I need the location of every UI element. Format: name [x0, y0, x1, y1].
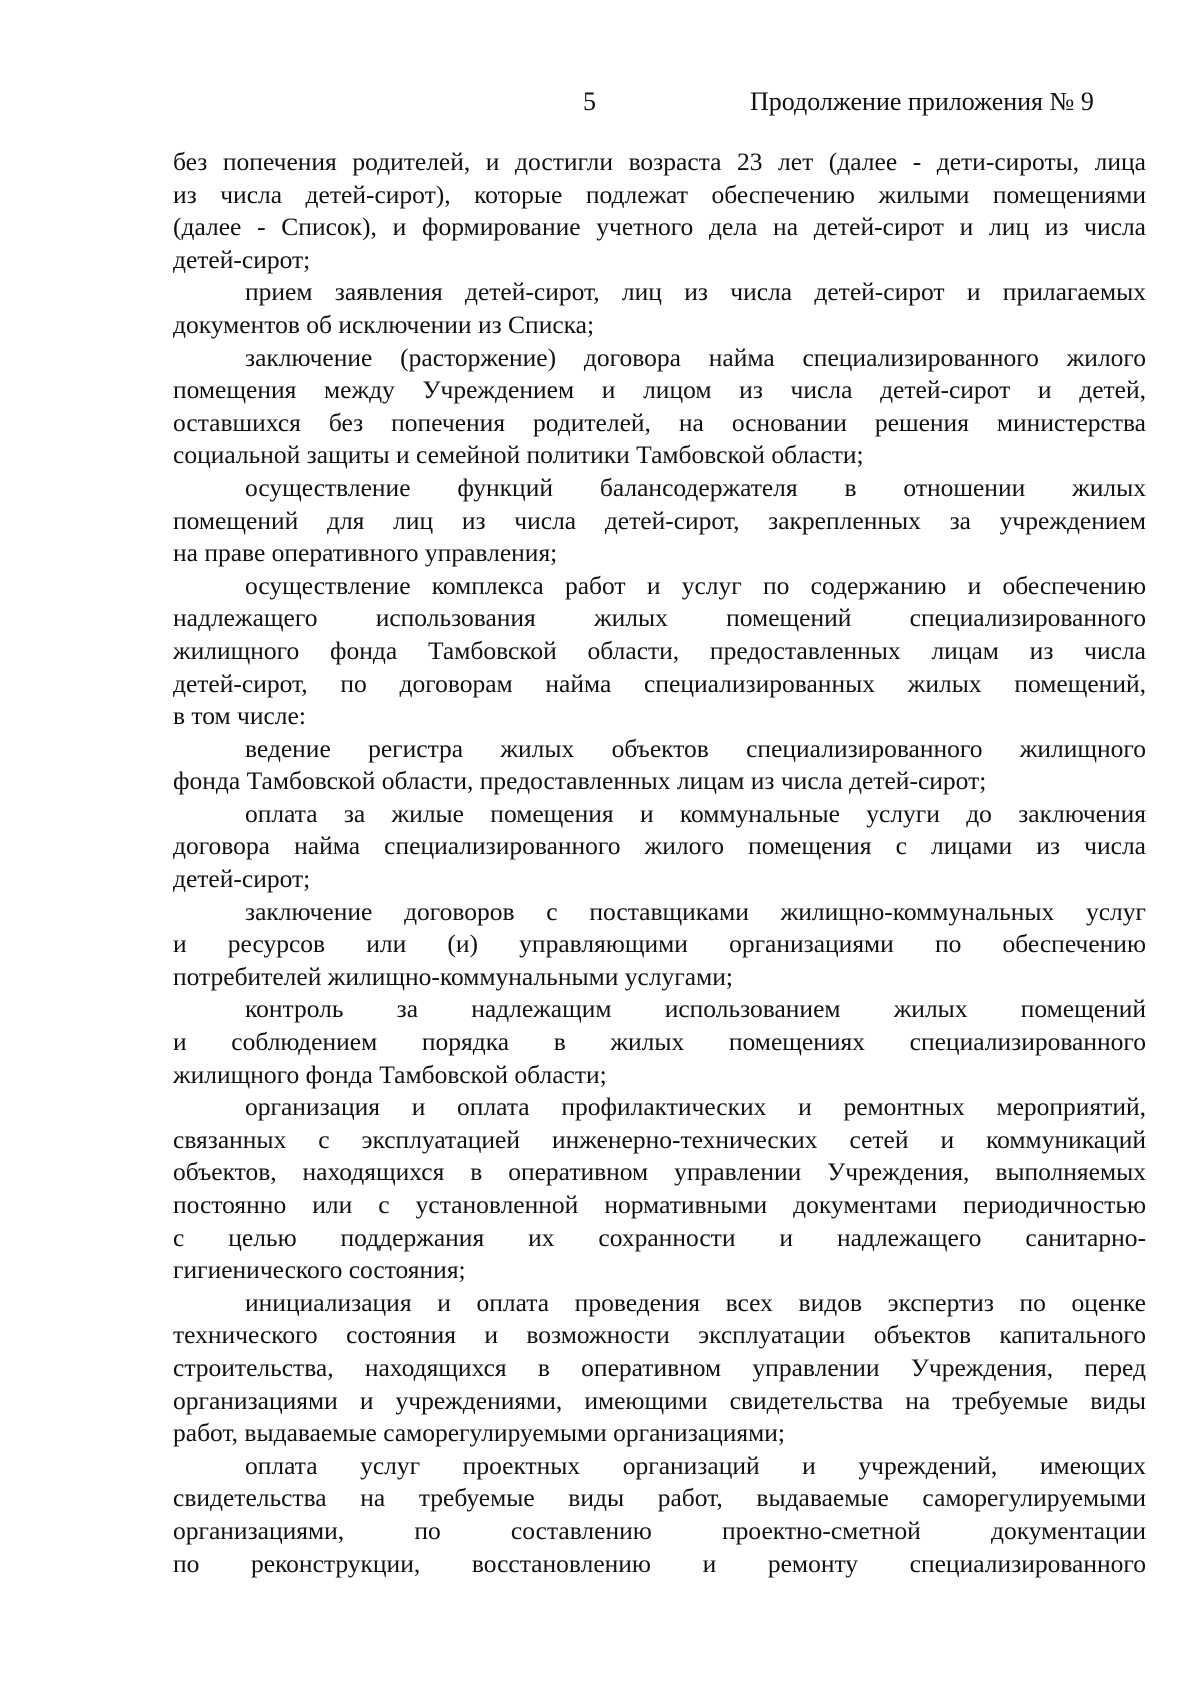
paragraph-line: детей-сирот;: [173, 864, 311, 894]
paragraph-line: по реконструкции, восстановлению и ремонту специализированного: [173, 1548, 1146, 1578]
paragraph-line: объектов, находящихся в оперативном управлении Учреждения, выполняемых: [173, 1157, 1146, 1187]
paragraph-line: договора найма специализированного жилого помещения с лицами из числа: [173, 831, 1146, 861]
page-number: 5: [583, 87, 596, 116]
paragraph-line: технического состояния и возможности эксплуатации объектов капитального: [173, 1320, 1146, 1350]
paragraph-line: в том числе:: [173, 701, 306, 731]
paragraph-line: без попечения родителей, и достигли возраста 23 лет (далее - дети-сироты, лица: [173, 147, 1146, 176]
paragraph-line: работ, выдаваемые саморегулируемыми организациями;: [173, 1418, 785, 1448]
paragraph-line: помещения между Учреждением и лицом из числа детей-сирот и детей,: [173, 375, 1146, 405]
paragraph-line: детей-сирот, по договорам найма специализированных жилых помещений,: [173, 668, 1146, 698]
document-body: [173, 146, 1146, 1580]
paragraph-line: контроль за надлежащим использованием жилых помещений: [245, 994, 1146, 1024]
paragraph-line: надлежащего использования жилых помещений специализированного: [173, 603, 1146, 633]
paragraph-line: и ресурсов или (и) управляющими организациями по обеспечению: [173, 929, 1146, 959]
paragraph-line: помещений для лиц из числа детей-сирот, закрепленных за учреждением: [173, 505, 1146, 535]
paragraph-line: потребителей жилищно-коммунальными услугами;: [173, 961, 733, 991]
paragraph-line: оплата услуг проектных организаций и учреждений, имеющих: [245, 1450, 1146, 1480]
paragraph-line: заключение (расторжение) договора найма специализированного жилого: [245, 342, 1146, 372]
paragraph-line: жилищного фонда Тамбовской области;: [173, 1059, 607, 1089]
paragraph-line: осуществление функций балансодержателя в отношении жилых: [245, 472, 1146, 502]
paragraph-line: строительства, находящихся в оперативном управлении Учреждения, перед: [173, 1352, 1146, 1382]
paragraph-line: на праве оперативного управления;: [173, 538, 558, 568]
paragraph-line: заключение договоров с поставщиками жилищно-коммунальных услуг: [245, 896, 1146, 926]
paragraph-line: документов об исключении из Списка;: [173, 309, 595, 339]
paragraph-line: инициализация и оплата проведения всех видов экспертиз по оценке: [245, 1287, 1146, 1317]
paragraph-line: организациями и учреждениями, имеющими свидетельства на требуемые виды: [173, 1385, 1146, 1415]
paragraph-line: организациями, по составлению проектно-сметной документации: [173, 1515, 1146, 1545]
paragraph-line: с целью поддержания их сохранности и надлежащего санитарно-: [173, 1222, 1146, 1252]
paragraph-line: оплата за жилые помещения и коммунальные услуги до заключения: [245, 798, 1146, 828]
paragraph-line: оставшихся без попечения родителей, на основании решения министерства: [173, 407, 1146, 437]
paragraph-line: ведение регистра жилых объектов специализированного жилищного: [245, 733, 1146, 763]
paragraph-line: прием заявления детей-сирот, лиц из числа детей-сирот и прилагаемых: [245, 277, 1146, 307]
paragraph-line: связанных с эксплуатацией инженерно-технических сетей и коммуникаций: [173, 1124, 1146, 1154]
paragraph-line: фонда Тамбовской области, предоставленных лицам из числа детей-сирот;: [173, 766, 987, 796]
paragraph-line: постоянно или с установленной нормативными документами периодичностью: [173, 1190, 1146, 1219]
paragraph-line: свидетельства на требуемые виды работ, выдаваемые саморегулируемыми: [173, 1483, 1146, 1513]
appendix-continuation-note: Продолжение приложения № 9: [750, 87, 1094, 116]
paragraph-line: (далее - Список), и формирование учетного дела на детей-сирот и лиц из числа: [173, 212, 1146, 242]
paragraph-line: детей-сирот;: [173, 244, 311, 274]
paragraph-line: организация и оплата профилактических и ремонтных мероприятий,: [245, 1092, 1146, 1122]
paragraph-line: социальной защиты и семейной политики Тамбовской области;: [173, 440, 864, 470]
paragraph-line: гигиенического состояния;: [173, 1255, 466, 1285]
paragraph-line: из числа детей-сирот), которые подлежат обеспечению жилыми помещениями: [173, 179, 1146, 209]
paragraph-line: осуществление комплекса работ и услуг по содержанию и обеспечению: [245, 570, 1146, 600]
paragraph-line: жилищного фонда Тамбовской области, предоставленных лицам из числа: [173, 635, 1146, 665]
paragraph-line: и соблюдением порядка в жилых помещениях специализированного: [173, 1027, 1146, 1057]
